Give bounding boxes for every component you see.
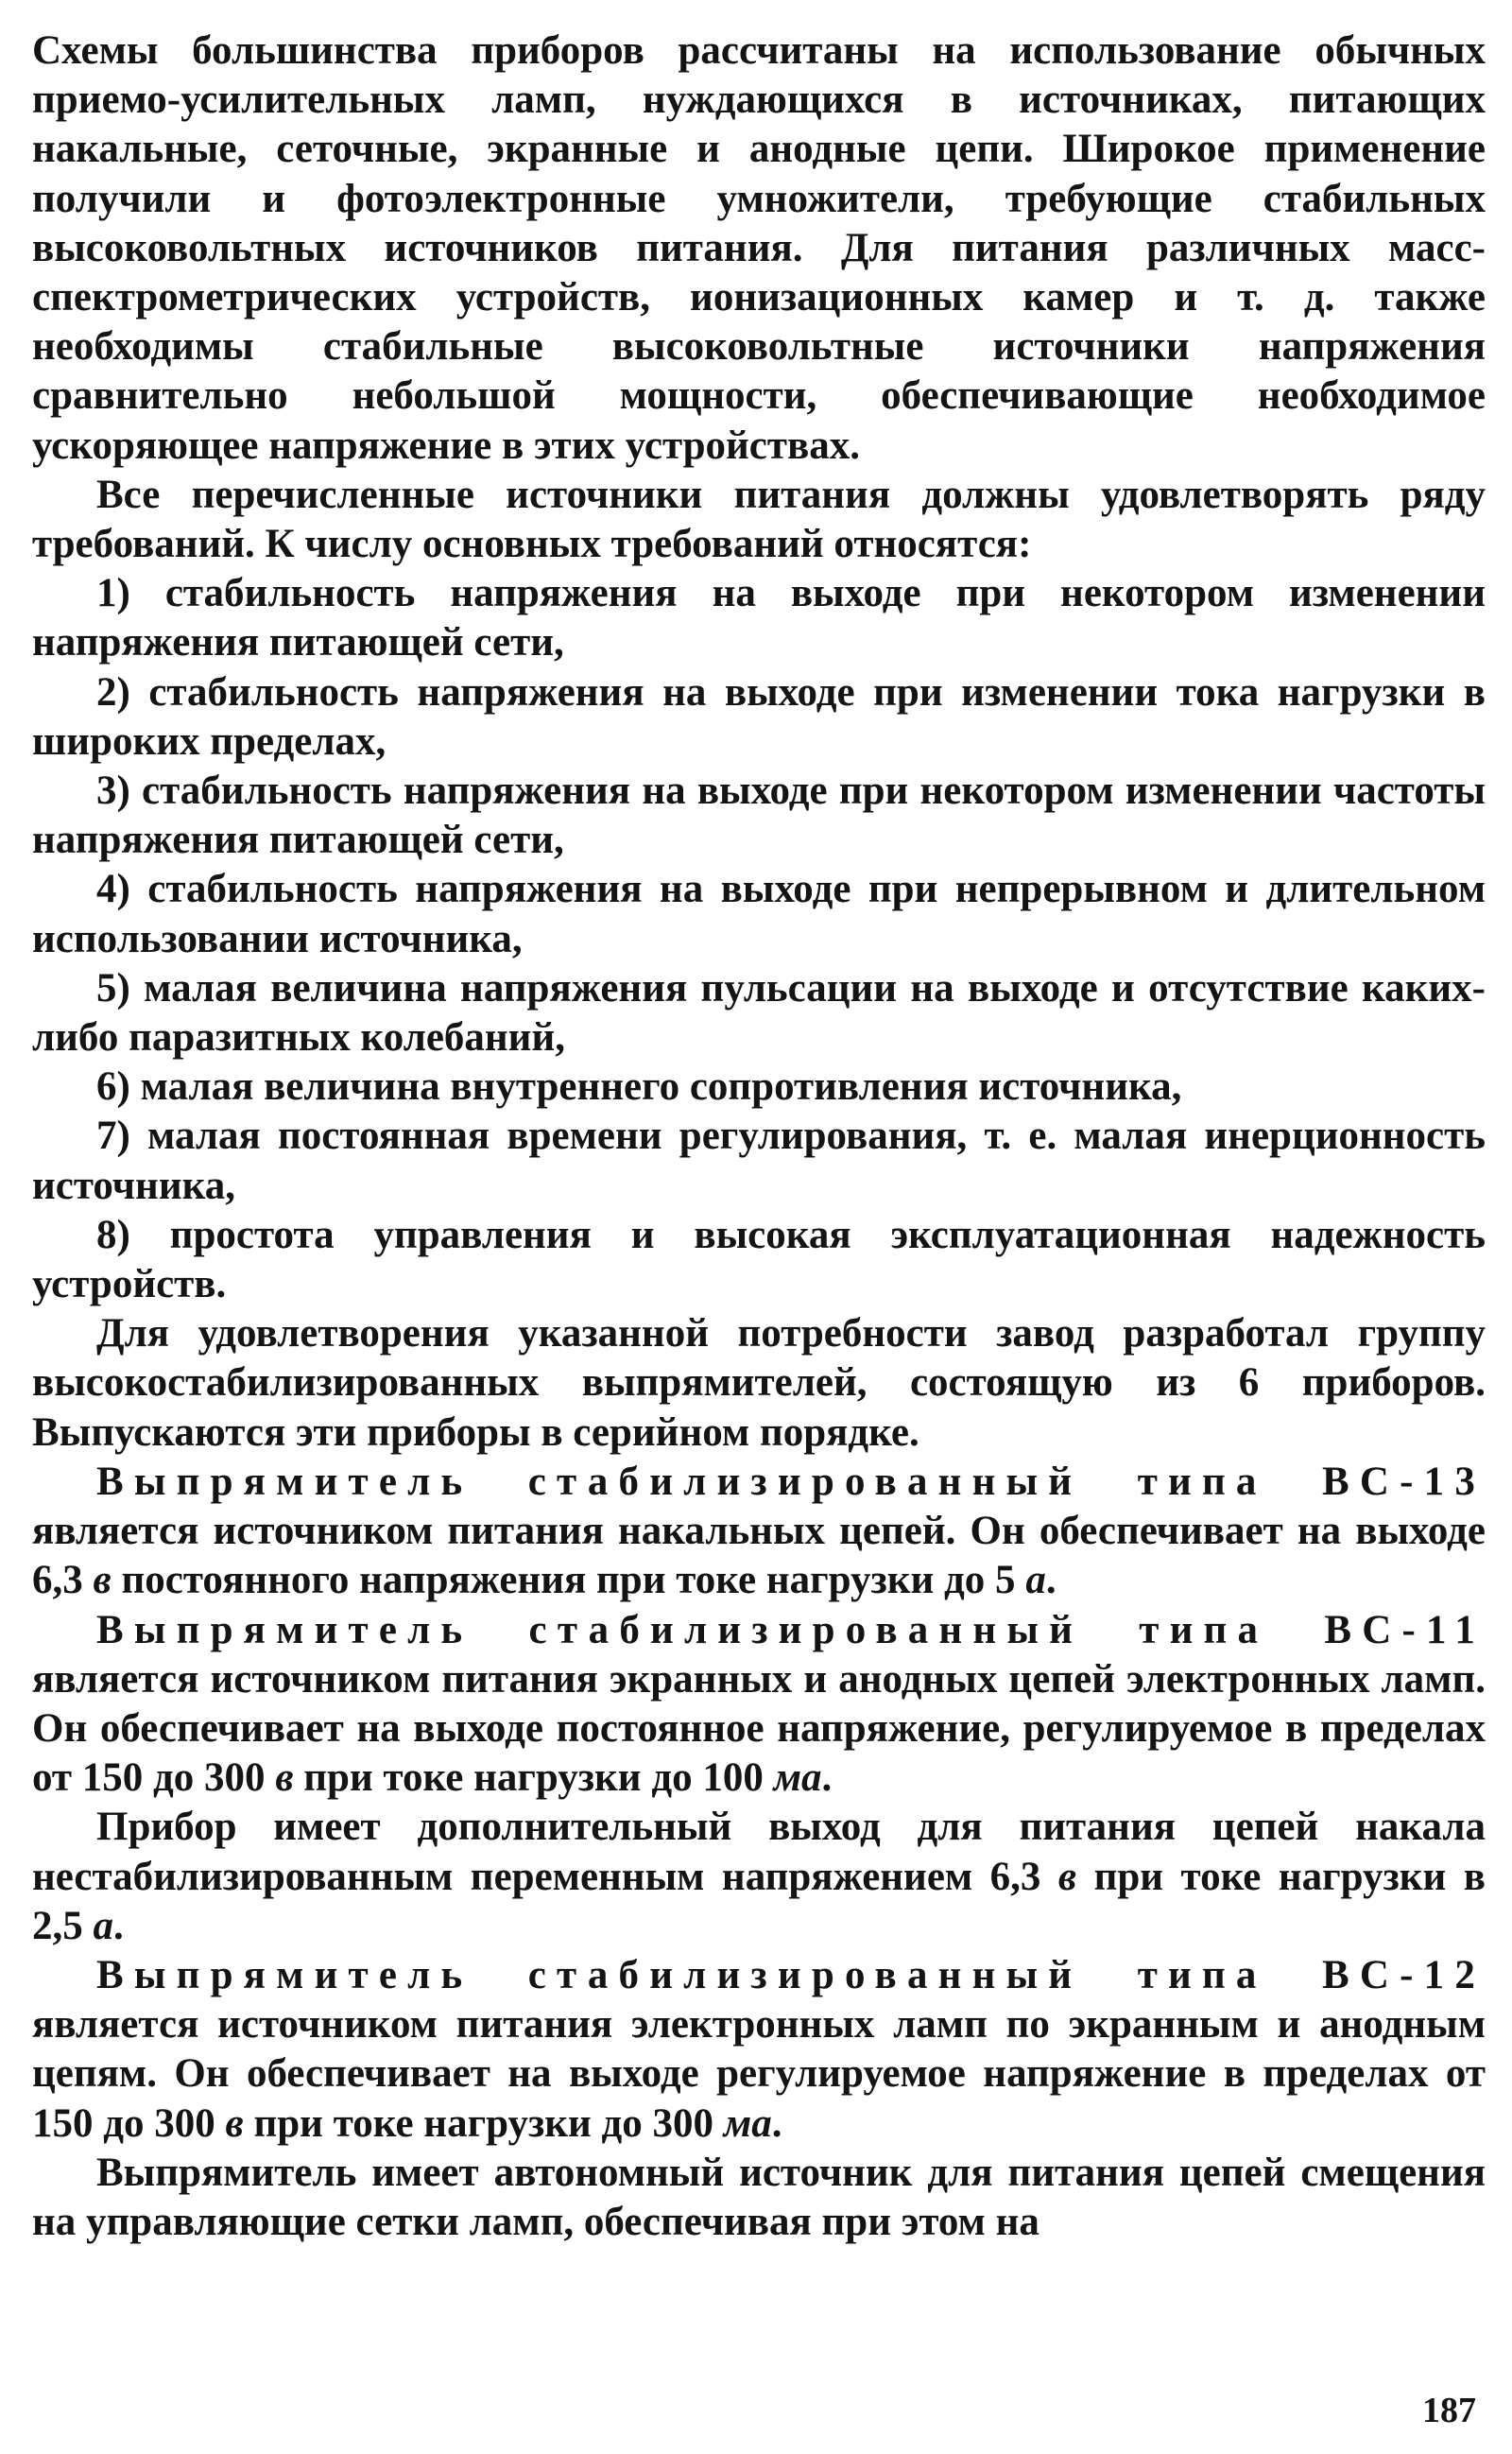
unit-text: ма [773, 1755, 822, 1801]
paragraph [32, 569, 1486, 667]
paragraph [32, 26, 1486, 471]
paragraph-text: Схемы большинства приборов рассчитаны на использование обычных приемо-усилительных ламп, нуждающихся в источниках, питающих накальные, сеточные, экранные и анодные цепи. Широкое применение получили и фотоэлектронные умножители, требующие стабильных высоковольтных источников питания. Для питания различных масс-спектрометрических устройств, ионизационных камер и т. д. также необходимы стабильные высоковольтные источники напряжения сравнительно небольшой мощности, обеспечивающие необходимое ускоряющее напряжение в этих устройствах. [32, 28, 1486, 468]
unit-text: в [93, 1558, 112, 1603]
paragraph-text: 1) стабильность напряжения на выходе при некотором изменении напряжения питающей сети, [32, 571, 1486, 665]
unit-text: а [1025, 1558, 1046, 1603]
paragraph [32, 1309, 1486, 1458]
paragraph-text: при токе нагрузки до 100 [293, 1755, 774, 1801]
paragraph-text: . [771, 2100, 782, 2146]
paragraph-text: . [1045, 1558, 1057, 1603]
paragraph-text: является источником питания электронных ламп по экранным и анодным цепям. Он обеспечивает на выходе регулируемое напряжение в пределах от 150 до 300 [32, 2002, 1486, 2146]
paragraph [32, 767, 1486, 865]
page-number: 187 [1422, 2391, 1476, 2430]
paragraph [32, 2149, 1486, 2247]
paragraph [32, 865, 1486, 963]
unit-text: а [93, 1903, 113, 1948]
paragraph-text: постоянного напряжения при токе нагрузки до 5 [111, 1558, 1026, 1603]
unit-text: в [225, 2100, 244, 2146]
paragraph-text: при токе нагрузки в 2,5 [32, 1854, 1486, 1948]
device-heading-text: Выпрямитель стабилизированный типа ВС-12 [96, 1952, 1486, 1997]
paragraph [32, 1951, 1486, 2149]
paragraph-text: является источником питания экранных и анодных цепей электронных ламп. Он обеспечивает на выходе постоянное напряжение, регулируемое в пределах от 150 до 300 [32, 1656, 1486, 1801]
paragraph-text: 4) стабильность напряжения на выходе при непрерывном и длительном использовании источника, [32, 867, 1486, 961]
paragraph-text: . [113, 1903, 124, 1948]
paragraph-text: 2) стабильность напряжения на выходе при изменении тока нагрузки в широких пределах, [32, 669, 1486, 764]
paragraph-text: Прибор имеет дополнительный выход для питания цепей накала нестабилизированным переменным напряжением 6,3 [32, 1805, 1486, 1899]
paragraph-text: 3) стабильность напряжения на выходе при некотором изменении частоты напряжения питающей сети, [32, 769, 1486, 863]
unit-text: ма [723, 2100, 772, 2146]
paragraph-text: является источником питания накальных цепей. Он обеспечивает на выходе 6,3 [32, 1509, 1486, 1603]
paragraph [32, 1606, 1486, 1804]
paragraph-text: . [821, 1755, 833, 1801]
paragraph-text: при токе нагрузки до 300 [243, 2100, 724, 2146]
paragraph [32, 1211, 1486, 1309]
paragraph [32, 1458, 1486, 1606]
paragraph-text: 6) малая величина внутреннего сопротивления источника, [96, 1064, 1182, 1110]
unit-text: в [1057, 1854, 1077, 1899]
paragraph [32, 1803, 1486, 1951]
device-heading-text: Выпрямитель стабилизированный типа ВС-11 [96, 1607, 1486, 1652]
paragraph [32, 471, 1486, 569]
paragraph-text: 5) малая величина напряжения пульсации на выходе и отсутствие каких-либо паразитных колебаний, [32, 965, 1486, 1061]
paragraph-text: 7) малая постоянная времени регулирования, т. е. малая инерционность источника, [32, 1114, 1486, 1208]
paragraph [32, 964, 1486, 1063]
page-text-body [32, 26, 1486, 2247]
paragraph-text: Для удовлетворения указанной потребности завод разработал группу высокостабилизированных выпрямителей, состоящую из 6 приборов. Выпускаются эти приборы в серийном порядке. [32, 1311, 1486, 1455]
paragraph-text: Все перечисленные источники питания должны удовлетворять ряду требований. К числу основных требований относятся: [32, 472, 1486, 567]
paragraph-text: Выпрямитель имеет автономный источник для питания цепей смещения на управляющие сетки ламп, обеспечивая при этом на [32, 2150, 1486, 2244]
paragraph [32, 668, 1486, 767]
unit-text: в [275, 1755, 294, 1801]
paragraph [32, 1112, 1486, 1210]
paragraph-text: 8) простота управления и высокая эксплуатационная надежность устройств. [32, 1212, 1486, 1307]
device-heading-text: Выпрямитель стабилизированный типа ВС-13 [96, 1459, 1486, 1504]
paragraph [32, 1063, 1486, 1112]
